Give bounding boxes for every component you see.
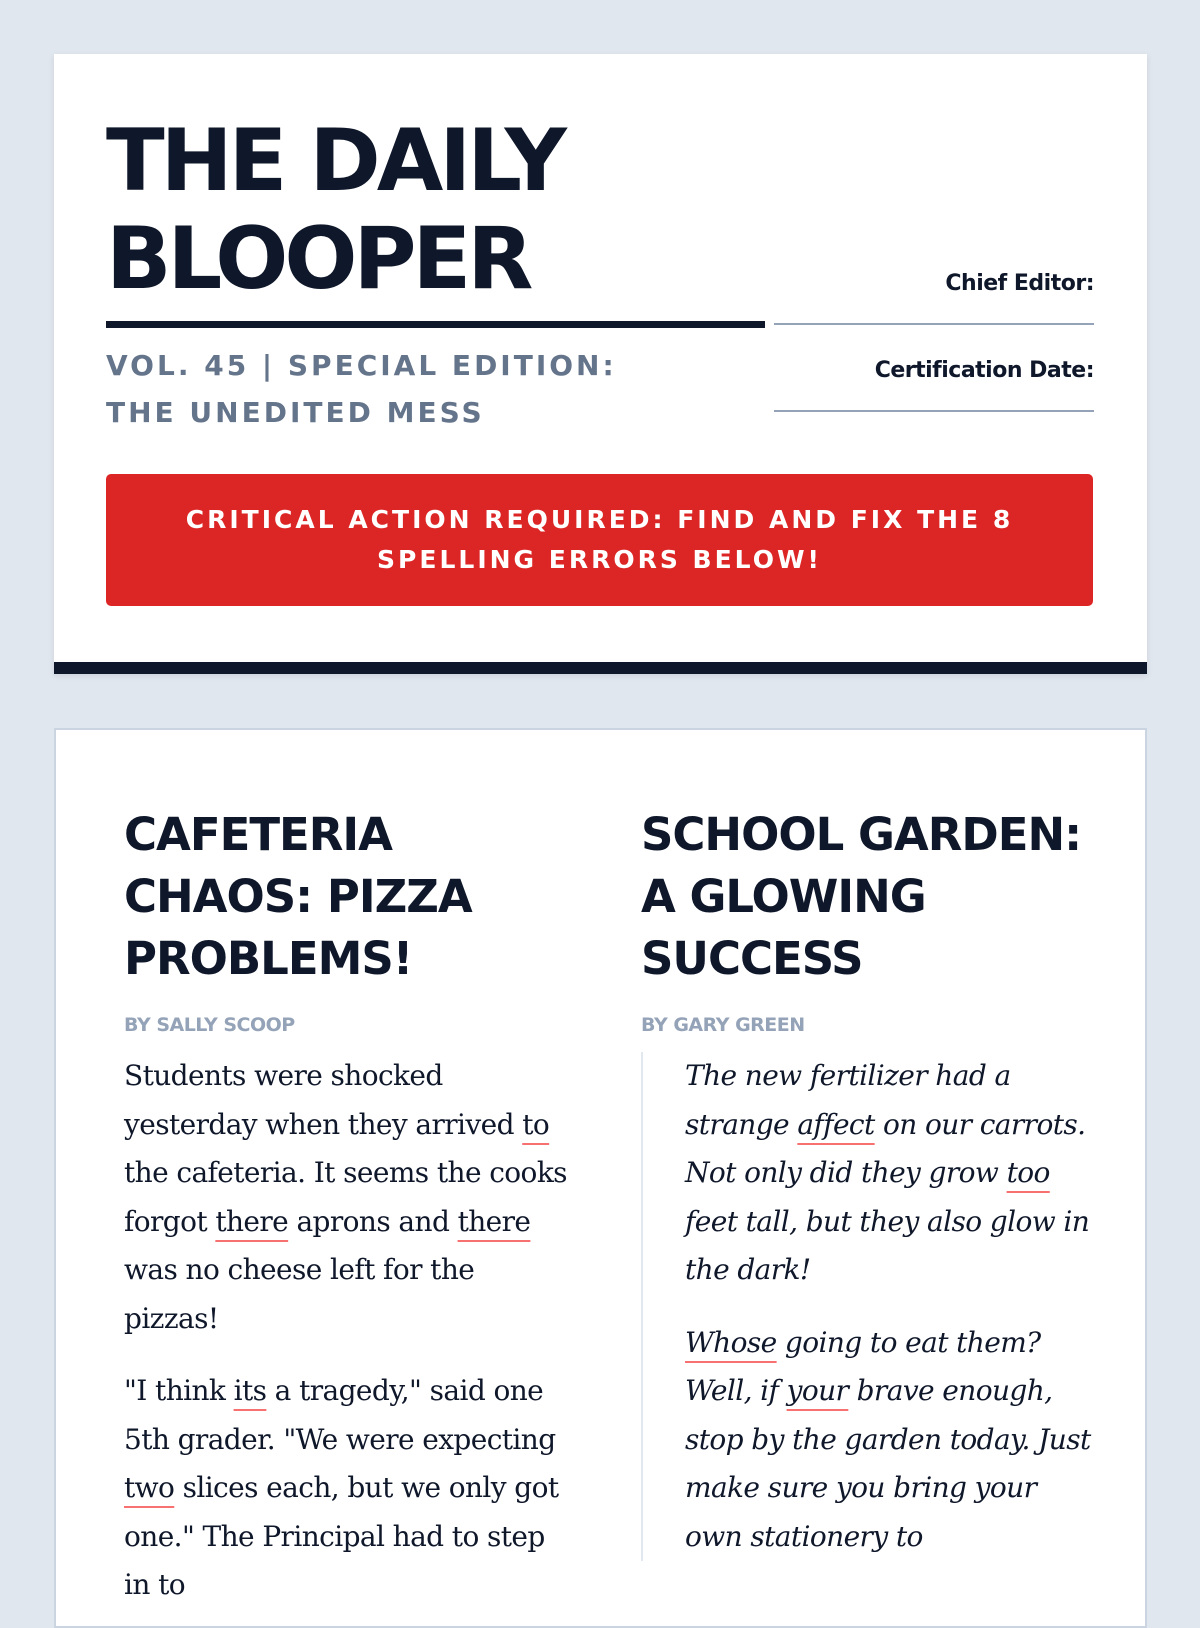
text-run: The new fertilizer had a strange [685,1059,1011,1141]
action-alert-banner: CRITICAL ACTION REQUIRED: FIND AND FIX THE 8 SPELLING ERRORS BELOW! [106,474,1093,606]
article-byline: BY SALLY SCOOP [124,1014,295,1036]
chief-editor-label: Chief Editor: [945,271,1094,296]
text-run: brave enough, stop by the garden today. Just make sure you bring your own stationery to [685,1374,1091,1553]
spelling-error[interactable]: Whose [685,1325,777,1359]
title-line-2: BLOOPER [106,209,530,309]
articles-page [54,728,1147,1628]
text-run: a tragedy," said one 5th grader. "We were expecting [124,1374,556,1456]
newspaper-title [106,112,563,308]
article-paragraph [124,1052,574,1343]
spelling-error[interactable]: there [457,1204,531,1238]
text-run: Students were shocked yesterday when they arrived [124,1059,523,1141]
title-divider [106,321,765,328]
article-headline: SCHOOL GARDEN: A GLOWING SUCCESS [641,808,1082,985]
masthead [54,54,1147,674]
spelling-error[interactable]: there [215,1204,289,1238]
spelling-error[interactable]: affect [797,1107,875,1141]
spelling-error[interactable]: too [1006,1156,1050,1189]
chief-editor-signature-line[interactable] [774,323,1094,325]
text-run: was no cheese left for the pizzas! [124,1253,475,1335]
text-run: feet tall, but they also glow in the dark! [685,1204,1090,1286]
article-paragraph [685,1052,1091,1295]
text-run: slices each, but we only got one." The Principal had to step in to [124,1471,559,1601]
text-run: the cafeteria. It seems the cooks forgot [124,1156,567,1238]
article-body [124,1052,574,1610]
article-byline: BY GARY GREEN [641,1014,805,1036]
certification-date-field[interactable] [774,356,1094,443]
spelling-error[interactable]: its [233,1374,267,1407]
text-run: on our carrots. Not only did they grow [685,1107,1086,1189]
edition-subtitle: VOL. 45 | SPECIAL EDITION: THE UNEDITED MESS [106,349,617,429]
certification-date-line[interactable] [774,410,1094,412]
certification-date-label: Certification Date: [874,358,1094,383]
article-paragraph [685,1319,1091,1562]
spelling-error[interactable]: two [124,1471,175,1504]
text-run: "I think [124,1374,234,1407]
spelling-error[interactable]: your [786,1374,849,1407]
signoff-block [774,269,1094,443]
article-headline: CAFETERIA CHAOS: PIZZA PROBLEMS! [124,808,472,985]
text-run: aprons and [288,1204,458,1238]
article-paragraph [124,1367,574,1610]
chief-editor-field[interactable] [774,269,1094,356]
title-line-1: THE DAILY [106,111,563,211]
article-body [641,1052,1091,1561]
text-run: going to eat them? Well, if [685,1325,1041,1407]
article-cafeteria [124,804,574,1610]
spelling-error[interactable]: to [522,1107,550,1141]
article-garden [641,804,1091,1561]
